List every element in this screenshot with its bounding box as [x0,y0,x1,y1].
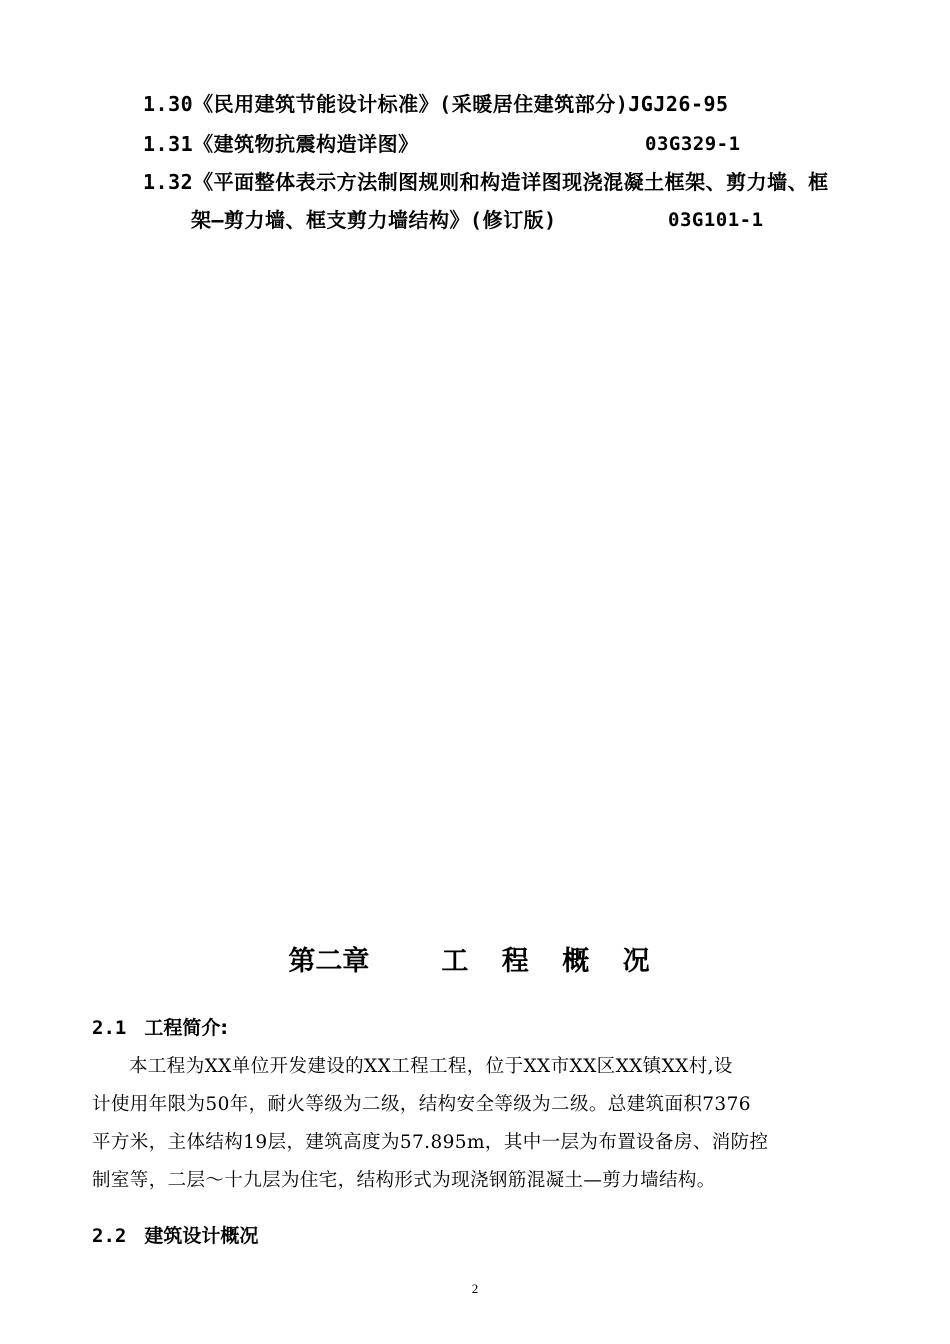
reference-item-continuation [191,206,557,234]
reference-code: 03G329-1 [645,133,741,155]
section-number: 2.2 [92,1225,127,1247]
reference-item [143,90,729,118]
section-title: 建筑设计概况 [144,1225,259,1247]
reference-item [143,168,829,196]
paragraph-line: 制室等，二层～十九层为住宅，结构形式为现浇钢筋混凝土—剪力墙结构。 [92,1170,716,1191]
paragraph-line: 平方米，主体结构19层，建筑高度为57.895m，其中一层为布置设备房、消防控 [92,1132,769,1153]
section-heading [92,1014,228,1042]
reference-item [143,130,419,158]
chapter-number: 第二章 [288,946,370,977]
chapter-title: 工 程 概 况 [441,946,662,977]
reference-text: 架—剪力墙、框支剪力墙结构》(修订版) [191,208,557,232]
section-title: 工程简介: [144,1017,228,1039]
section-number: 2.1 [92,1017,127,1039]
section-heading [92,1222,258,1250]
page-number: 2 [471,1281,479,1296]
reference-text: 1.32《平面整体表示方法制图规则和构造详图现浇混凝土框架、剪力墙、框 [143,170,829,194]
reference-text: 1.30《民用建筑节能设计标准》(采暖居住建筑部分)JGJ26-95 [143,92,729,116]
paragraph-line: 计使用年限为50年，耐火等级为二级，结构安全等级为二级。总建筑面积7376 [92,1094,751,1115]
reference-code: 03G101-1 [668,209,764,231]
reference-text: 1.31《建筑物抗震构造详图》 [143,132,419,156]
chapter-heading [0,942,950,982]
paragraph-line: 本工程为XX单位开发建设的XX工程工程，位于XX市XX区XX镇XX村,设 [129,1056,733,1077]
